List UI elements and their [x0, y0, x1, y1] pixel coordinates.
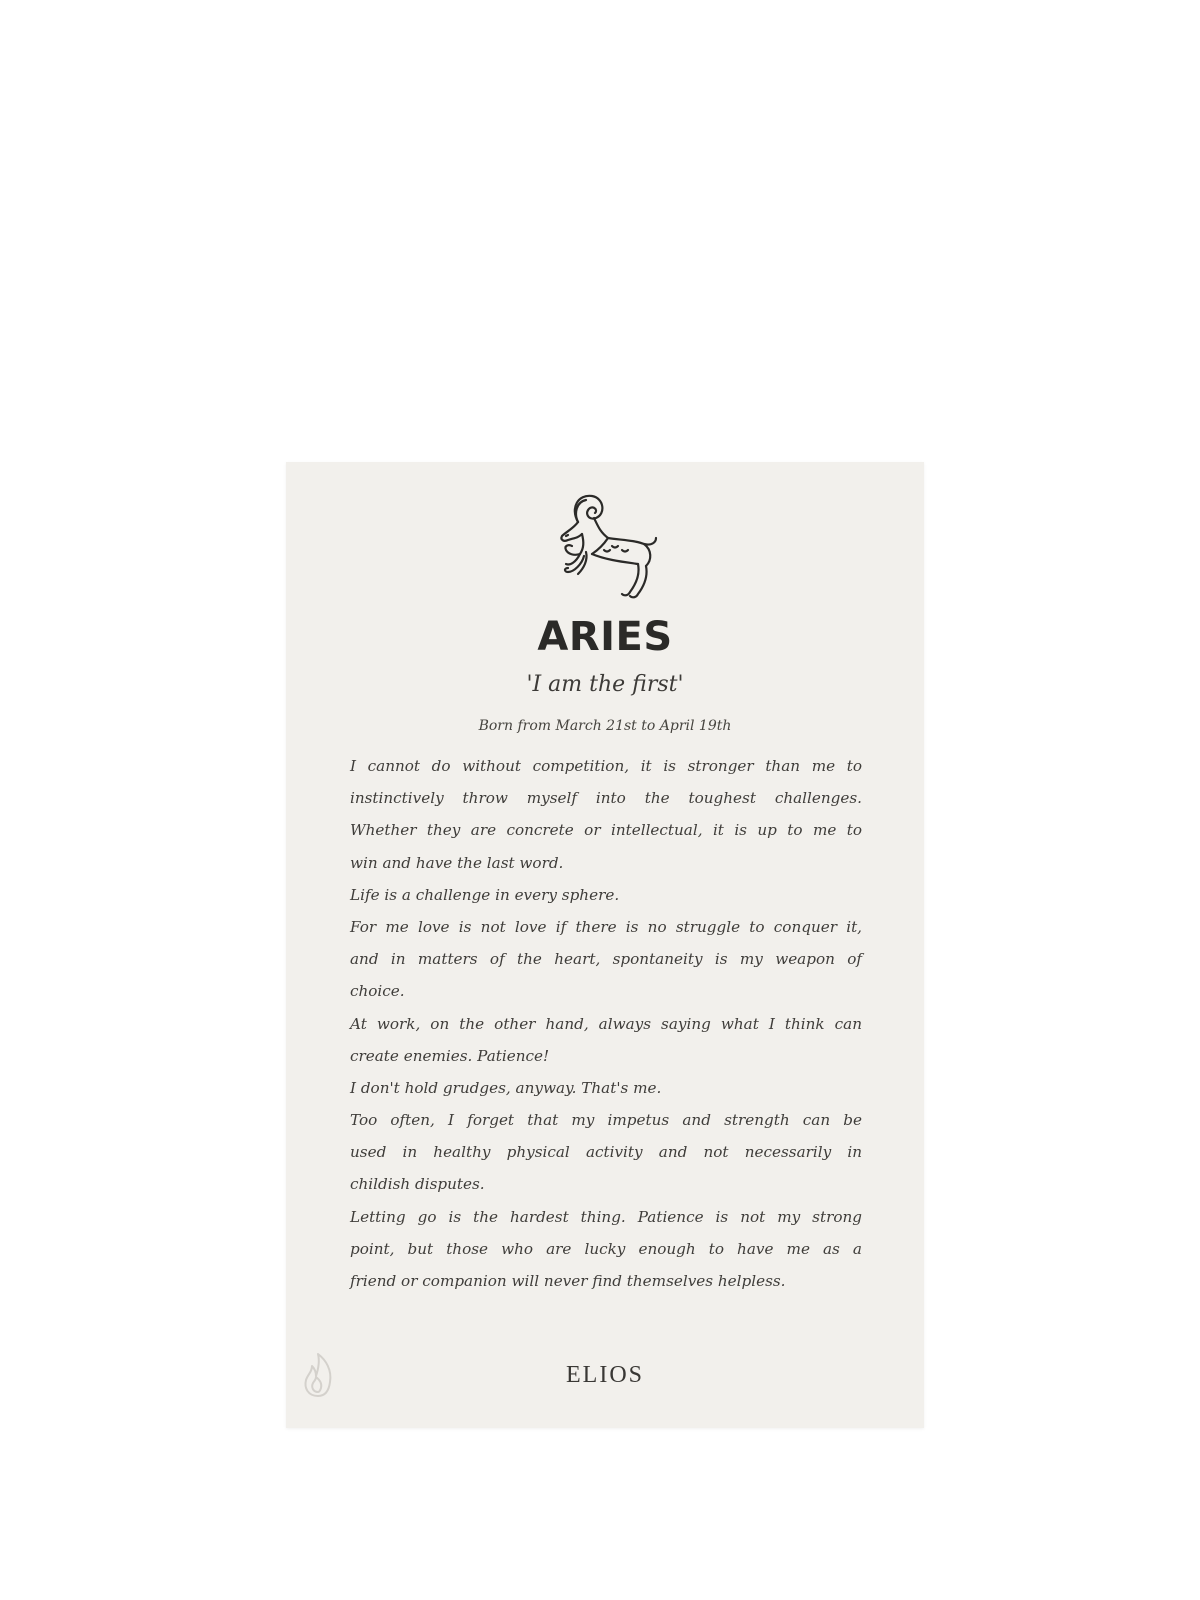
description-line: Letting go is the hardest thing. Patience is not my strong: [350, 1207, 862, 1226]
description-line: Whether they are concrete or intellectual, it is up to me to: [350, 821, 862, 840]
description-line: At work, on the other hand, always saying what I think can: [350, 1014, 862, 1033]
description-line: and in matters of the heart, spontaneity is my weapon of: [350, 950, 862, 969]
ram-icon: [548, 488, 668, 606]
sign-dates: Born from March 21st to April 19th: [478, 718, 732, 734]
description-line: point, but those who are lucky enough to have me as a: [350, 1239, 862, 1258]
description-line: instinctively throw myself into the toughest challenges.: [350, 789, 862, 808]
description-line: win and have the last word.: [350, 853, 564, 872]
description-line: used in healthy physical activity and not necessarily in: [350, 1143, 862, 1162]
description-line: Life is a challenge in every sphere.: [350, 885, 620, 904]
sign-title: ARIES: [537, 614, 673, 660]
description-line: I cannot do without competition, it is stronger than me to: [350, 757, 862, 775]
description-line: choice.: [350, 982, 405, 1001]
description-line: For me love is not love if there is no struggle to conquer it,: [350, 917, 862, 936]
brand-name: ELIOS: [566, 1362, 644, 1388]
description-line: childish disputes.: [350, 1175, 485, 1194]
description-line: create enemies. Patience!: [350, 1046, 550, 1065]
description-line: Too often, I forget that my impetus and strength can be: [350, 1111, 862, 1130]
description-line: I don't hold grudges, anyway. That's me.: [350, 1078, 662, 1097]
sign-motto: 'I am the first': [526, 672, 684, 697]
description-line: friend or companion will never find themselves helpless.: [350, 1272, 786, 1290]
sign-description: [350, 750, 862, 1297]
zodiac-card: [286, 462, 924, 1428]
